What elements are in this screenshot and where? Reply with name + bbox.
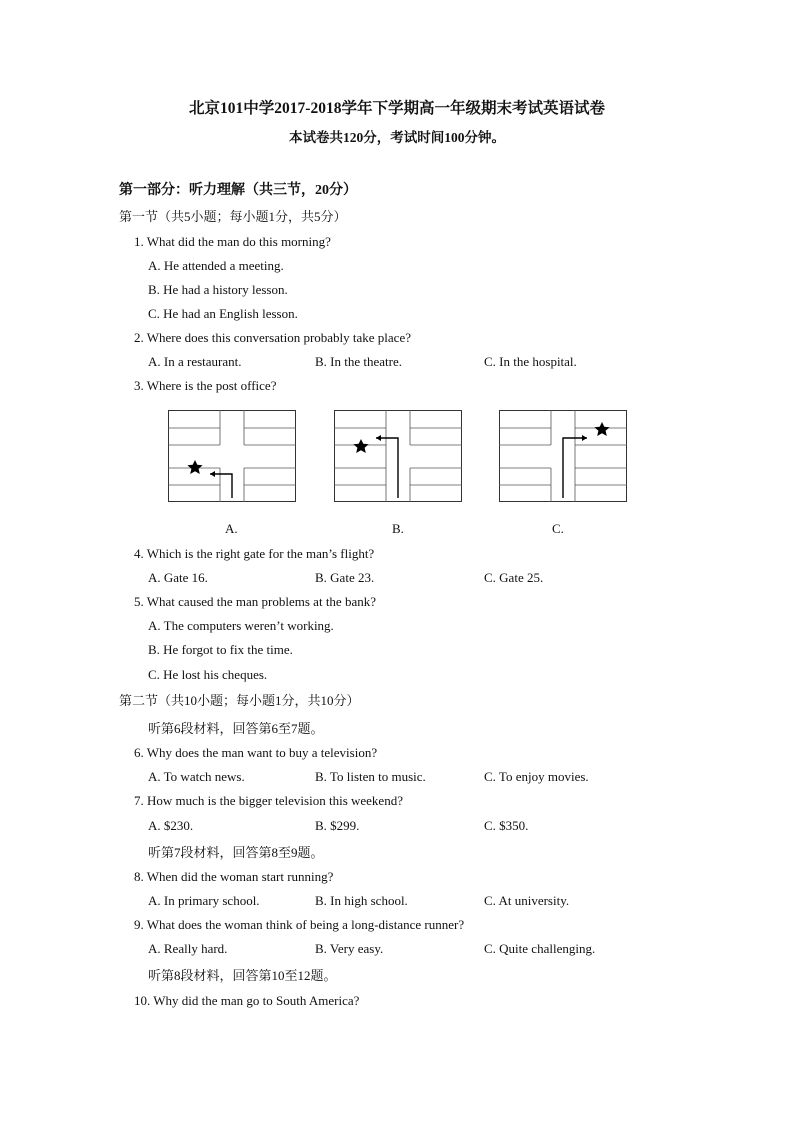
map-option-a: [168, 410, 296, 502]
question-3: 3. Where is the post office?: [134, 378, 277, 393]
q5-option-b: B. He forgot to fix the time.: [148, 642, 293, 657]
street-map-b: [334, 410, 462, 502]
section2-note-1: 听第6段材料，回答第6至7题。: [148, 721, 324, 736]
q5-option-c: C. He lost his cheques.: [148, 667, 268, 682]
map-label-a: A.: [225, 521, 238, 536]
section1-heading: 第一节（共5小题；每小题1分，共5分）: [119, 209, 347, 224]
question-6: 6. Why does the man want to buy a television?: [134, 745, 378, 760]
q2-option-a: A. In a restaurant.: [148, 354, 242, 369]
q6-option-b: B. To listen to music.: [315, 769, 426, 784]
q8-option-b: B. In high school.: [315, 893, 408, 908]
q7-option-b: B. $299.: [315, 818, 360, 833]
street-map-a: [168, 410, 296, 502]
section2-note-3: 听第8段材料，回答第10至12题。: [148, 968, 337, 983]
question-7: 7. How much is the bigger television this weekend?: [134, 793, 403, 808]
question-1: 1. What did the man do this morning?: [134, 234, 331, 249]
post-office-star-icon: [594, 422, 609, 436]
q1-option-b: B. He had a history lesson.: [148, 282, 288, 297]
post-office-star-icon: [353, 439, 368, 453]
section2-heading: 第二节（共10小题；每小题1分，共10分）: [119, 693, 360, 708]
q8-option-c: C. At university.: [484, 893, 570, 908]
question-8: 8. When did the woman start running?: [134, 869, 334, 884]
q7-option-a: A. $230.: [148, 818, 194, 833]
q5-option-a: A. The computers weren’t working.: [148, 618, 334, 633]
q6-option-c: C. To enjoy movies.: [484, 769, 589, 784]
map-option-b: [334, 410, 462, 502]
question-4: 4. Which is the right gate for the man’s flight?: [134, 546, 375, 561]
part1-heading: 第一部分：听力理解（共三节，20分）: [119, 183, 357, 198]
q4-option-b: B. Gate 23.: [315, 570, 375, 585]
q6-option-a: A. To watch news.: [148, 769, 245, 784]
map-label-c: C.: [552, 521, 564, 536]
map-label-b: B.: [392, 521, 404, 536]
q7-option-c: C. $350.: [484, 818, 529, 833]
post-office-star-icon: [187, 460, 202, 474]
q1-option-c: C. He had an English lesson.: [148, 306, 298, 321]
q8-option-a: A. In primary school.: [148, 893, 260, 908]
exam-title: 北京101中学2017-2018学年下学期高一年级期末考试英语试卷: [189, 100, 605, 117]
q9-option-b: B. Very easy.: [315, 941, 384, 956]
map-option-c: [499, 410, 627, 502]
q4-option-c: C. Gate 25.: [484, 570, 544, 585]
q9-option-c: C. Quite challenging.: [484, 941, 596, 956]
q2-option-b: B. In the theatre.: [315, 354, 402, 369]
question-5: 5. What caused the man problems at the bank?: [134, 594, 376, 609]
question-2: 2. Where does this conversation probably take place?: [134, 330, 411, 345]
question-10: 10. Why did the man go to South America?: [134, 993, 360, 1008]
exam-subtitle: 本试卷共120分，考试时间100分钟。: [289, 130, 505, 145]
street-map-c: [499, 410, 627, 502]
q4-option-a: A. Gate 16.: [148, 570, 208, 585]
section2-note-2: 听第7段材料，回答第8至9题。: [148, 845, 324, 860]
q2-option-c: C. In the hospital.: [484, 354, 577, 369]
q1-option-a: A. He attended a meeting.: [148, 258, 284, 273]
question-9: 9. What does the woman think of being a long-distance runner?: [134, 917, 465, 932]
q9-option-a: A. Really hard.: [148, 941, 228, 956]
